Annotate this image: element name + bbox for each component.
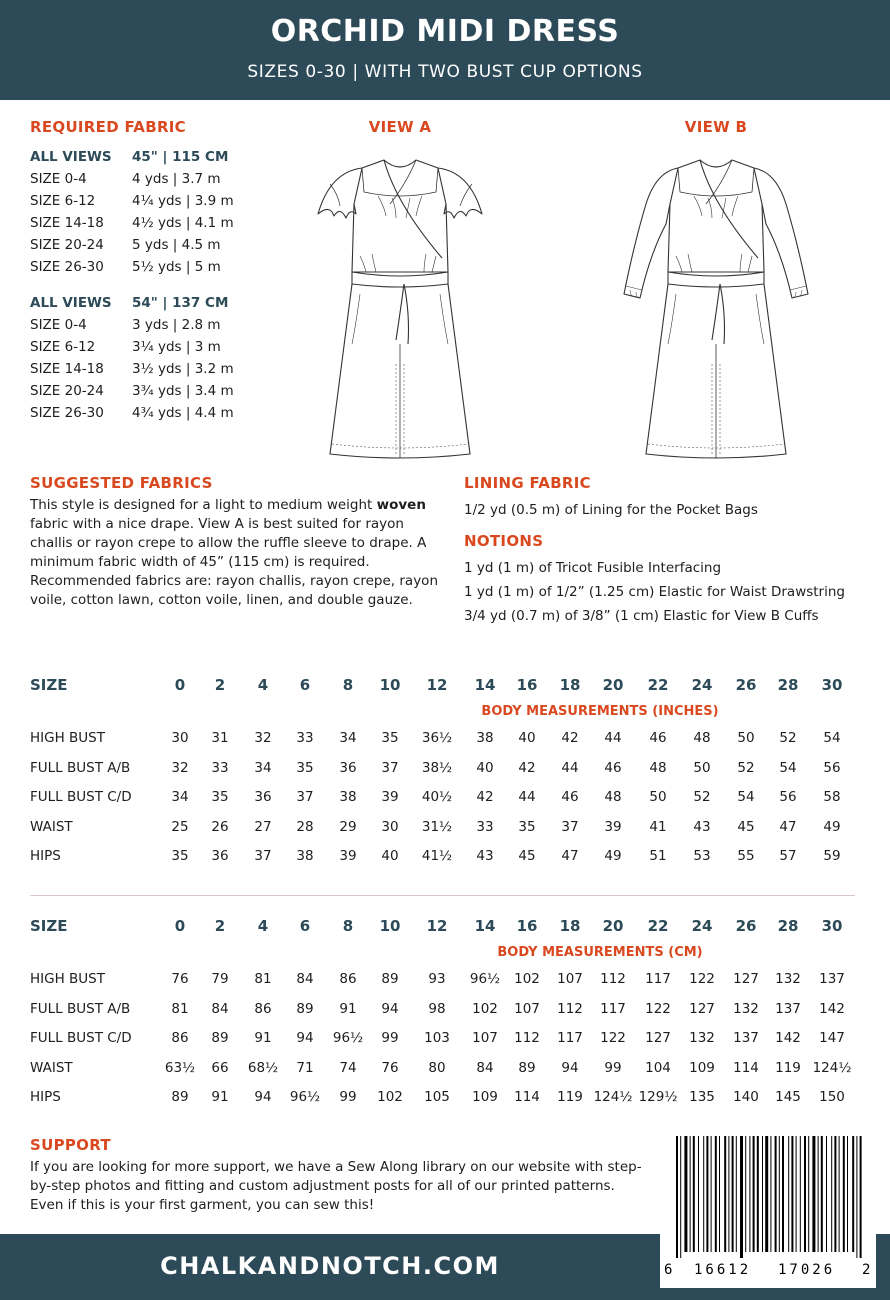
fabric-row [30, 190, 330, 212]
fabric-row [30, 358, 330, 380]
measurement-cell: 34 [171, 789, 189, 806]
measurement-cell: 51 [649, 848, 667, 865]
measurement-cell: 145 [775, 1089, 801, 1106]
measurement-cell: 96½ [469, 971, 501, 987]
measurement-label: FULL BUST A/B [30, 759, 131, 776]
measurement-cell: 52 [779, 730, 797, 746]
measurement-cell: 39 [604, 818, 622, 835]
required-fabric-title: REQUIRED FABRIC [30, 118, 186, 136]
support-section [30, 1136, 650, 1215]
size-header-cell: 12 [426, 917, 448, 935]
measurement-cell: 34 [339, 730, 357, 746]
measurement-cell: 91 [211, 1089, 229, 1106]
fabric-row [30, 380, 330, 402]
measurement-label: FULL BUST A/B [30, 1000, 131, 1017]
measurement-row [30, 724, 860, 754]
measurement-cell: 43 [693, 818, 711, 835]
measurement-cell: 102 [514, 971, 540, 987]
measurement-cell: 38 [339, 789, 357, 806]
size-header-cell: 6 [299, 917, 311, 935]
measurement-cell: 98 [428, 1000, 446, 1017]
measurement-cell: 112 [514, 1030, 540, 1047]
fabric-size: SIZE 14-18 [30, 361, 104, 377]
measurement-cell: 47 [779, 818, 797, 835]
measurement-cell: 102 [377, 1089, 403, 1106]
size-header-cell: 14 [474, 676, 496, 694]
measurement-cell: 28 [296, 818, 314, 835]
measurement-cell: 94 [381, 1000, 399, 1017]
measurement-cell: 37 [254, 848, 272, 865]
measurement-label: FULL BUST C/D [30, 1030, 132, 1047]
suggested-fabrics-section [30, 474, 450, 610]
measurement-cell: 105 [424, 1089, 450, 1106]
measurement-row [30, 995, 860, 1025]
measurement-cell: 35 [171, 848, 189, 865]
measurement-cell: 37 [561, 818, 579, 835]
fabric-size: SIZE 26-30 [30, 259, 104, 275]
measurement-cell: 124½ [593, 1089, 633, 1106]
measurement-cell: 57 [779, 848, 797, 865]
measurement-cell: 63½ [164, 1059, 196, 1076]
measurement-cell: 103 [424, 1030, 450, 1047]
barcode-bars [676, 1136, 862, 1258]
measurement-cell: 38 [296, 848, 314, 865]
measurement-cell: 45 [518, 848, 536, 865]
size-header-cell: 18 [559, 676, 581, 694]
size-header-cell: 10 [379, 676, 401, 694]
size-header-cell: 18 [559, 917, 581, 935]
measurement-cell: 91 [339, 1000, 357, 1017]
measurement-cell: 142 [775, 1030, 801, 1047]
fabric-width-label: 54" | 137 CM [132, 295, 229, 311]
barcode-digit-group: 2 [862, 1262, 871, 1278]
measurement-cell: 50 [649, 789, 667, 806]
size-header-cell: 20 [602, 917, 624, 935]
measurement-cell: 129½ [638, 1089, 678, 1106]
view-b-dress-illustration [616, 144, 816, 466]
measurement-cell: 84 [211, 1000, 229, 1017]
measurement-cell: 109 [472, 1089, 498, 1106]
measurement-cell: 142 [819, 1000, 845, 1017]
fabric-row [30, 212, 330, 234]
notion-item: 3/4 yd (0.7 m) of 3/8” (1 cm) Elastic for View B Cuffs [464, 608, 819, 624]
table-caption: BODY MEASUREMENTS (INCHES) [481, 704, 719, 719]
measurement-cell: 42 [518, 759, 536, 776]
measurement-cell: 114 [733, 1059, 759, 1076]
measurement-cell: 53 [693, 848, 711, 865]
fabric-size: SIZE 0-4 [30, 171, 87, 187]
measurement-cell: 42 [476, 789, 494, 806]
measurement-cell: 31 [211, 730, 229, 746]
size-header-cell: 22 [647, 917, 669, 935]
measurement-cell: 35 [518, 818, 536, 835]
suggested-fabrics-text [30, 496, 450, 610]
size-header-cell: 24 [691, 917, 713, 935]
measurement-cell: 127 [645, 1030, 671, 1047]
notion-item: 1 yd (1 m) of Tricot Fusible Interfacing [464, 560, 722, 576]
measurement-cell: 91 [254, 1030, 272, 1047]
suggested-text-bold: woven [376, 497, 426, 513]
measurement-cell: 81 [254, 971, 272, 987]
measurement-cell: 112 [600, 971, 626, 987]
size-header-label: SIZE [30, 676, 68, 694]
measurement-cell: 54 [737, 789, 755, 806]
view-a-dress-illustration [300, 144, 500, 466]
size-header-label: SIZE [30, 917, 68, 935]
fabric-size: SIZE 14-18 [30, 215, 104, 231]
size-header-cell: 14 [474, 917, 496, 935]
measurement-label: HIPS [30, 848, 61, 865]
measurement-label: WAIST [30, 1059, 73, 1076]
size-header-cell: 6 [299, 676, 311, 694]
pattern-title: ORCHID MIDI DRESS [270, 14, 620, 49]
measurement-cell: 137 [733, 1030, 759, 1047]
measurement-cell: 80 [428, 1059, 446, 1076]
measurement-cell: 119 [557, 1089, 583, 1106]
measurement-cell: 89 [171, 1089, 189, 1106]
measurement-cell: 71 [296, 1059, 314, 1076]
measurement-cell: 107 [514, 1000, 540, 1017]
suggested-text-start: This style is designed for a light to medium weight [30, 497, 377, 513]
measurement-cell: 32 [254, 730, 272, 746]
barcode-digit-group: 6 [664, 1262, 673, 1278]
measurement-cell: 107 [472, 1030, 498, 1047]
measurement-label: HIGH BUST [30, 730, 105, 746]
size-header-cell: 2 [214, 917, 226, 935]
measurement-cell: 127 [689, 1000, 715, 1017]
fabric-row [30, 168, 330, 190]
measurement-cell: 38½ [421, 759, 453, 776]
measurement-cell: 150 [819, 1089, 845, 1106]
measurement-cell: 74 [339, 1059, 357, 1076]
size-header-cell: 28 [777, 676, 799, 694]
size-header-cell: 4 [257, 917, 269, 935]
measurement-cell: 107 [557, 971, 583, 987]
measurement-cell: 102 [472, 1000, 498, 1017]
measurement-cell: 132 [733, 1000, 759, 1017]
measurement-cell: 39 [381, 789, 399, 806]
fabric-amount: 3¾ yds | 3.4 m [132, 383, 234, 399]
fabric-views-label: ALL VIEWS [30, 149, 112, 165]
measurement-cell: 84 [296, 971, 314, 987]
measurement-cell: 41 [649, 818, 667, 835]
measurement-cell: 49 [823, 818, 841, 835]
size-header-cell: 8 [342, 676, 354, 694]
measurement-cell: 35 [296, 759, 314, 776]
measurement-cell: 50 [693, 759, 711, 776]
measurement-cell: 37 [296, 789, 314, 806]
measurement-cell: 86 [339, 971, 357, 987]
fabric-size: SIZE 6-12 [30, 193, 96, 209]
measurement-cell: 132 [689, 1030, 715, 1047]
view-b [616, 118, 816, 466]
size-header-cell: 2 [214, 676, 226, 694]
pattern-subtitle: SIZES 0-30 | WITH TWO BUST CUP OPTIONS [247, 62, 643, 82]
measurement-cell: 35 [211, 789, 229, 806]
fabric-amount: 5½ yds | 5 m [132, 259, 221, 275]
measurement-cell: 122 [600, 1030, 626, 1047]
view-b-title: VIEW B [684, 118, 748, 136]
support-text: If you are looking for more support, we have a Sew Along library on our website with step-by-step photos and fitting and custom adjustment posts for all of our printed patterns. Even if this is your first garment, you can sew this! [30, 1159, 642, 1213]
measurement-cell: 39 [339, 848, 357, 865]
measurement-cell: 84 [476, 1059, 494, 1076]
measurement-cell: 76 [381, 1059, 399, 1076]
measurement-cell: 44 [561, 759, 579, 776]
header-banner [0, 0, 890, 100]
measurement-cell: 89 [296, 1000, 314, 1017]
size-header-cell: 10 [379, 917, 401, 935]
view-a [300, 118, 500, 466]
measurement-cell: 99 [604, 1059, 622, 1076]
measurement-cell: 46 [561, 789, 579, 806]
measurement-cell: 48 [604, 789, 622, 806]
size-header-cell: 26 [735, 676, 757, 694]
measurement-cell: 49 [604, 848, 622, 865]
fabric-row [30, 314, 330, 336]
measurement-cell: 43 [476, 848, 494, 865]
barcode [660, 1122, 876, 1288]
measurement-cell: 89 [381, 971, 399, 987]
support-title: SUPPORT [30, 1136, 111, 1154]
notion-item: 1 yd (1 m) of 1/2” (1.25 cm) Elastic for Waist Drawstring [464, 584, 845, 600]
fabric-amount: 4 yds | 3.7 m [132, 171, 221, 187]
measurement-row [30, 1024, 860, 1054]
measurement-label: HIGH BUST [30, 971, 105, 987]
lining-notions-section [464, 474, 884, 628]
measurement-cell: 66 [211, 1059, 229, 1076]
measurement-cell: 89 [211, 1030, 229, 1047]
size-header-cell: 0 [174, 676, 186, 694]
size-header-cell: 30 [821, 676, 843, 694]
table-divider [30, 895, 855, 896]
measurement-row [30, 754, 860, 784]
measurement-cell: 140 [733, 1089, 759, 1106]
size-header-cell: 28 [777, 917, 799, 935]
measurement-cell: 40 [518, 730, 536, 746]
size-header-cell: 22 [647, 676, 669, 694]
measurement-cell: 99 [381, 1030, 399, 1047]
fabric-size: SIZE 20-24 [30, 237, 104, 253]
size-header-cell: 26 [735, 917, 757, 935]
fabric-row [30, 336, 330, 358]
measurement-cell: 117 [645, 971, 671, 987]
measurement-cell: 40½ [421, 789, 453, 806]
measurement-cell: 94 [254, 1089, 272, 1106]
measurement-row [30, 965, 860, 995]
barcode-digit-group: 16612 [694, 1262, 752, 1278]
suggested-text-end: fabric with a nice drape. View A is best suited for rayon challis or rayon crepe to allow the ruffle sleeve to drape. A minimum fabric width of 45” (115 cm) is required. Recommended fabrics are: rayon challis, rayon crepe, rayon voile, cotton lawn, cotton voile, linen, and double gauze. [30, 516, 438, 608]
measurement-cell: 52 [737, 759, 755, 776]
measurements-inches-table [30, 676, 860, 872]
measurement-cell: 132 [775, 971, 801, 987]
measurement-cell: 119 [775, 1059, 801, 1076]
measurement-cell: 42 [561, 730, 579, 746]
size-header-row [30, 917, 860, 941]
measurement-label: WAIST [30, 818, 73, 835]
measurement-row [30, 842, 860, 872]
fabric-row [30, 256, 330, 278]
measurement-cell: 94 [296, 1030, 314, 1047]
measurement-label: FULL BUST C/D [30, 789, 132, 806]
measurement-cell: 86 [254, 1000, 272, 1017]
measurement-cell: 50 [737, 730, 755, 746]
measurement-cell: 55 [737, 848, 755, 865]
measurement-cell: 54 [823, 730, 841, 746]
fabric-row [30, 402, 330, 424]
measurement-cell: 117 [557, 1030, 583, 1047]
measurement-cell: 27 [254, 818, 272, 835]
size-header-cell: 16 [516, 676, 538, 694]
measurement-cell: 31½ [421, 818, 453, 835]
measurement-cell: 59 [823, 848, 841, 865]
size-header-cell: 4 [257, 676, 269, 694]
measurement-cell: 127 [733, 971, 759, 987]
fabric-amount: 5 yds | 4.5 m [132, 237, 221, 253]
fabric-block-45 [30, 146, 330, 278]
fabric-amount: 4¾ yds | 4.4 m [132, 405, 234, 421]
measurement-cell: 40 [476, 759, 494, 776]
measurement-cell: 99 [339, 1089, 357, 1106]
measurement-cell: 45 [737, 818, 755, 835]
lining-text: 1/2 yd (0.5 m) of Lining for the Pocket Bags [464, 502, 758, 518]
view-a-title: VIEW A [368, 118, 432, 136]
measurement-cell: 37 [381, 759, 399, 776]
fabric-block-54 [30, 292, 330, 424]
measurement-cell: 104 [645, 1059, 671, 1076]
measurement-row [30, 813, 860, 843]
size-header-cell: 30 [821, 917, 843, 935]
measurement-cell: 86 [171, 1030, 189, 1047]
measurement-cell: 36 [211, 848, 229, 865]
measurement-cell: 76 [171, 971, 189, 987]
measurement-cell: 46 [649, 730, 667, 746]
fabric-width-label: 45" | 115 CM [132, 149, 229, 165]
size-header-cell: 24 [691, 676, 713, 694]
measurements-cm-table [30, 917, 860, 1113]
size-header-row [30, 676, 860, 700]
measurement-cell: 30 [381, 818, 399, 835]
measurement-cell: 93 [428, 971, 446, 987]
size-header-cell: 12 [426, 676, 448, 694]
measurement-cell: 47 [561, 848, 579, 865]
measurement-cell: 56 [779, 789, 797, 806]
size-header-cell: 20 [602, 676, 624, 694]
measurement-cell: 25 [171, 818, 189, 835]
measurement-cell: 89 [518, 1059, 536, 1076]
measurement-label: HIPS [30, 1089, 61, 1106]
measurement-cell: 52 [693, 789, 711, 806]
measurement-cell: 58 [823, 789, 841, 806]
measurement-cell: 96½ [332, 1030, 364, 1047]
measurement-cell: 33 [296, 730, 314, 746]
measurement-cell: 30 [171, 730, 189, 746]
fabric-row [30, 234, 330, 256]
measurement-cell: 96½ [289, 1089, 321, 1106]
measurement-cell: 26 [211, 818, 229, 835]
measurement-cell: 46 [604, 759, 622, 776]
measurement-cell: 137 [775, 1000, 801, 1017]
fabric-block-header [30, 146, 330, 168]
measurement-cell: 56 [823, 759, 841, 776]
fabric-amount: 4¼ yds | 3.9 m [132, 193, 234, 209]
fabric-amount: 4½ yds | 4.1 m [132, 215, 234, 231]
table-caption: BODY MEASUREMENTS (CM) [497, 945, 703, 960]
measurement-cell: 135 [689, 1089, 715, 1106]
measurement-row [30, 783, 860, 813]
fabric-size: SIZE 0-4 [30, 317, 87, 333]
measurement-cell: 147 [819, 1030, 845, 1047]
measurement-cell: 137 [819, 971, 845, 987]
measurement-cell: 44 [604, 730, 622, 746]
fabric-amount: 3½ yds | 3.2 m [132, 361, 234, 377]
fabric-size: SIZE 20-24 [30, 383, 104, 399]
measurement-cell: 109 [689, 1059, 715, 1076]
measurement-cell: 48 [649, 759, 667, 776]
measurement-cell: 32 [171, 759, 189, 776]
measurement-cell: 33 [476, 818, 494, 835]
measurement-row [30, 1054, 860, 1084]
measurement-cell: 54 [779, 759, 797, 776]
measurement-row [30, 1083, 860, 1113]
measurement-cell: 36½ [421, 730, 453, 746]
fabric-views-label: ALL VIEWS [30, 295, 112, 311]
notions-title: NOTIONS [464, 532, 544, 550]
measurement-cell: 41½ [421, 848, 453, 865]
measurement-cell: 114 [514, 1089, 540, 1106]
measurement-cell: 36 [339, 759, 357, 776]
measurement-cell: 124½ [812, 1059, 852, 1076]
lining-title: LINING FABRIC [464, 474, 591, 492]
measurement-cell: 81 [171, 1000, 189, 1017]
barcode-digit-group: 17026 [778, 1262, 836, 1278]
measurement-cell: 29 [339, 818, 357, 835]
measurement-cell: 122 [645, 1000, 671, 1017]
fabric-amount: 3¼ yds | 3 m [132, 339, 221, 355]
measurement-cell: 79 [211, 971, 229, 987]
website-link[interactable]: CHALKANDNOTCH.COM [160, 1252, 500, 1280]
measurement-cell: 68½ [247, 1059, 279, 1076]
fabric-size: SIZE 26-30 [30, 405, 104, 421]
fabric-size: SIZE 6-12 [30, 339, 96, 355]
fabric-amount: 3 yds | 2.8 m [132, 317, 221, 333]
fabric-block-header [30, 292, 330, 314]
measurement-cell: 34 [254, 759, 272, 776]
measurement-cell: 33 [211, 759, 229, 776]
measurement-cell: 40 [381, 848, 399, 865]
measurement-cell: 94 [561, 1059, 579, 1076]
suggested-fabrics-title: SUGGESTED FABRICS [30, 474, 213, 492]
measurement-cell: 48 [693, 730, 711, 746]
measurement-cell: 112 [557, 1000, 583, 1017]
measurement-cell: 35 [381, 730, 399, 746]
measurement-cell: 38 [476, 730, 494, 746]
size-header-cell: 16 [516, 917, 538, 935]
measurement-cell: 36 [254, 789, 272, 806]
size-header-cell: 8 [342, 917, 354, 935]
required-fabric-section [30, 118, 330, 438]
measurement-cell: 44 [518, 789, 536, 806]
measurement-cell: 122 [689, 971, 715, 987]
measurement-cell: 117 [600, 1000, 626, 1017]
size-header-cell: 0 [174, 917, 186, 935]
